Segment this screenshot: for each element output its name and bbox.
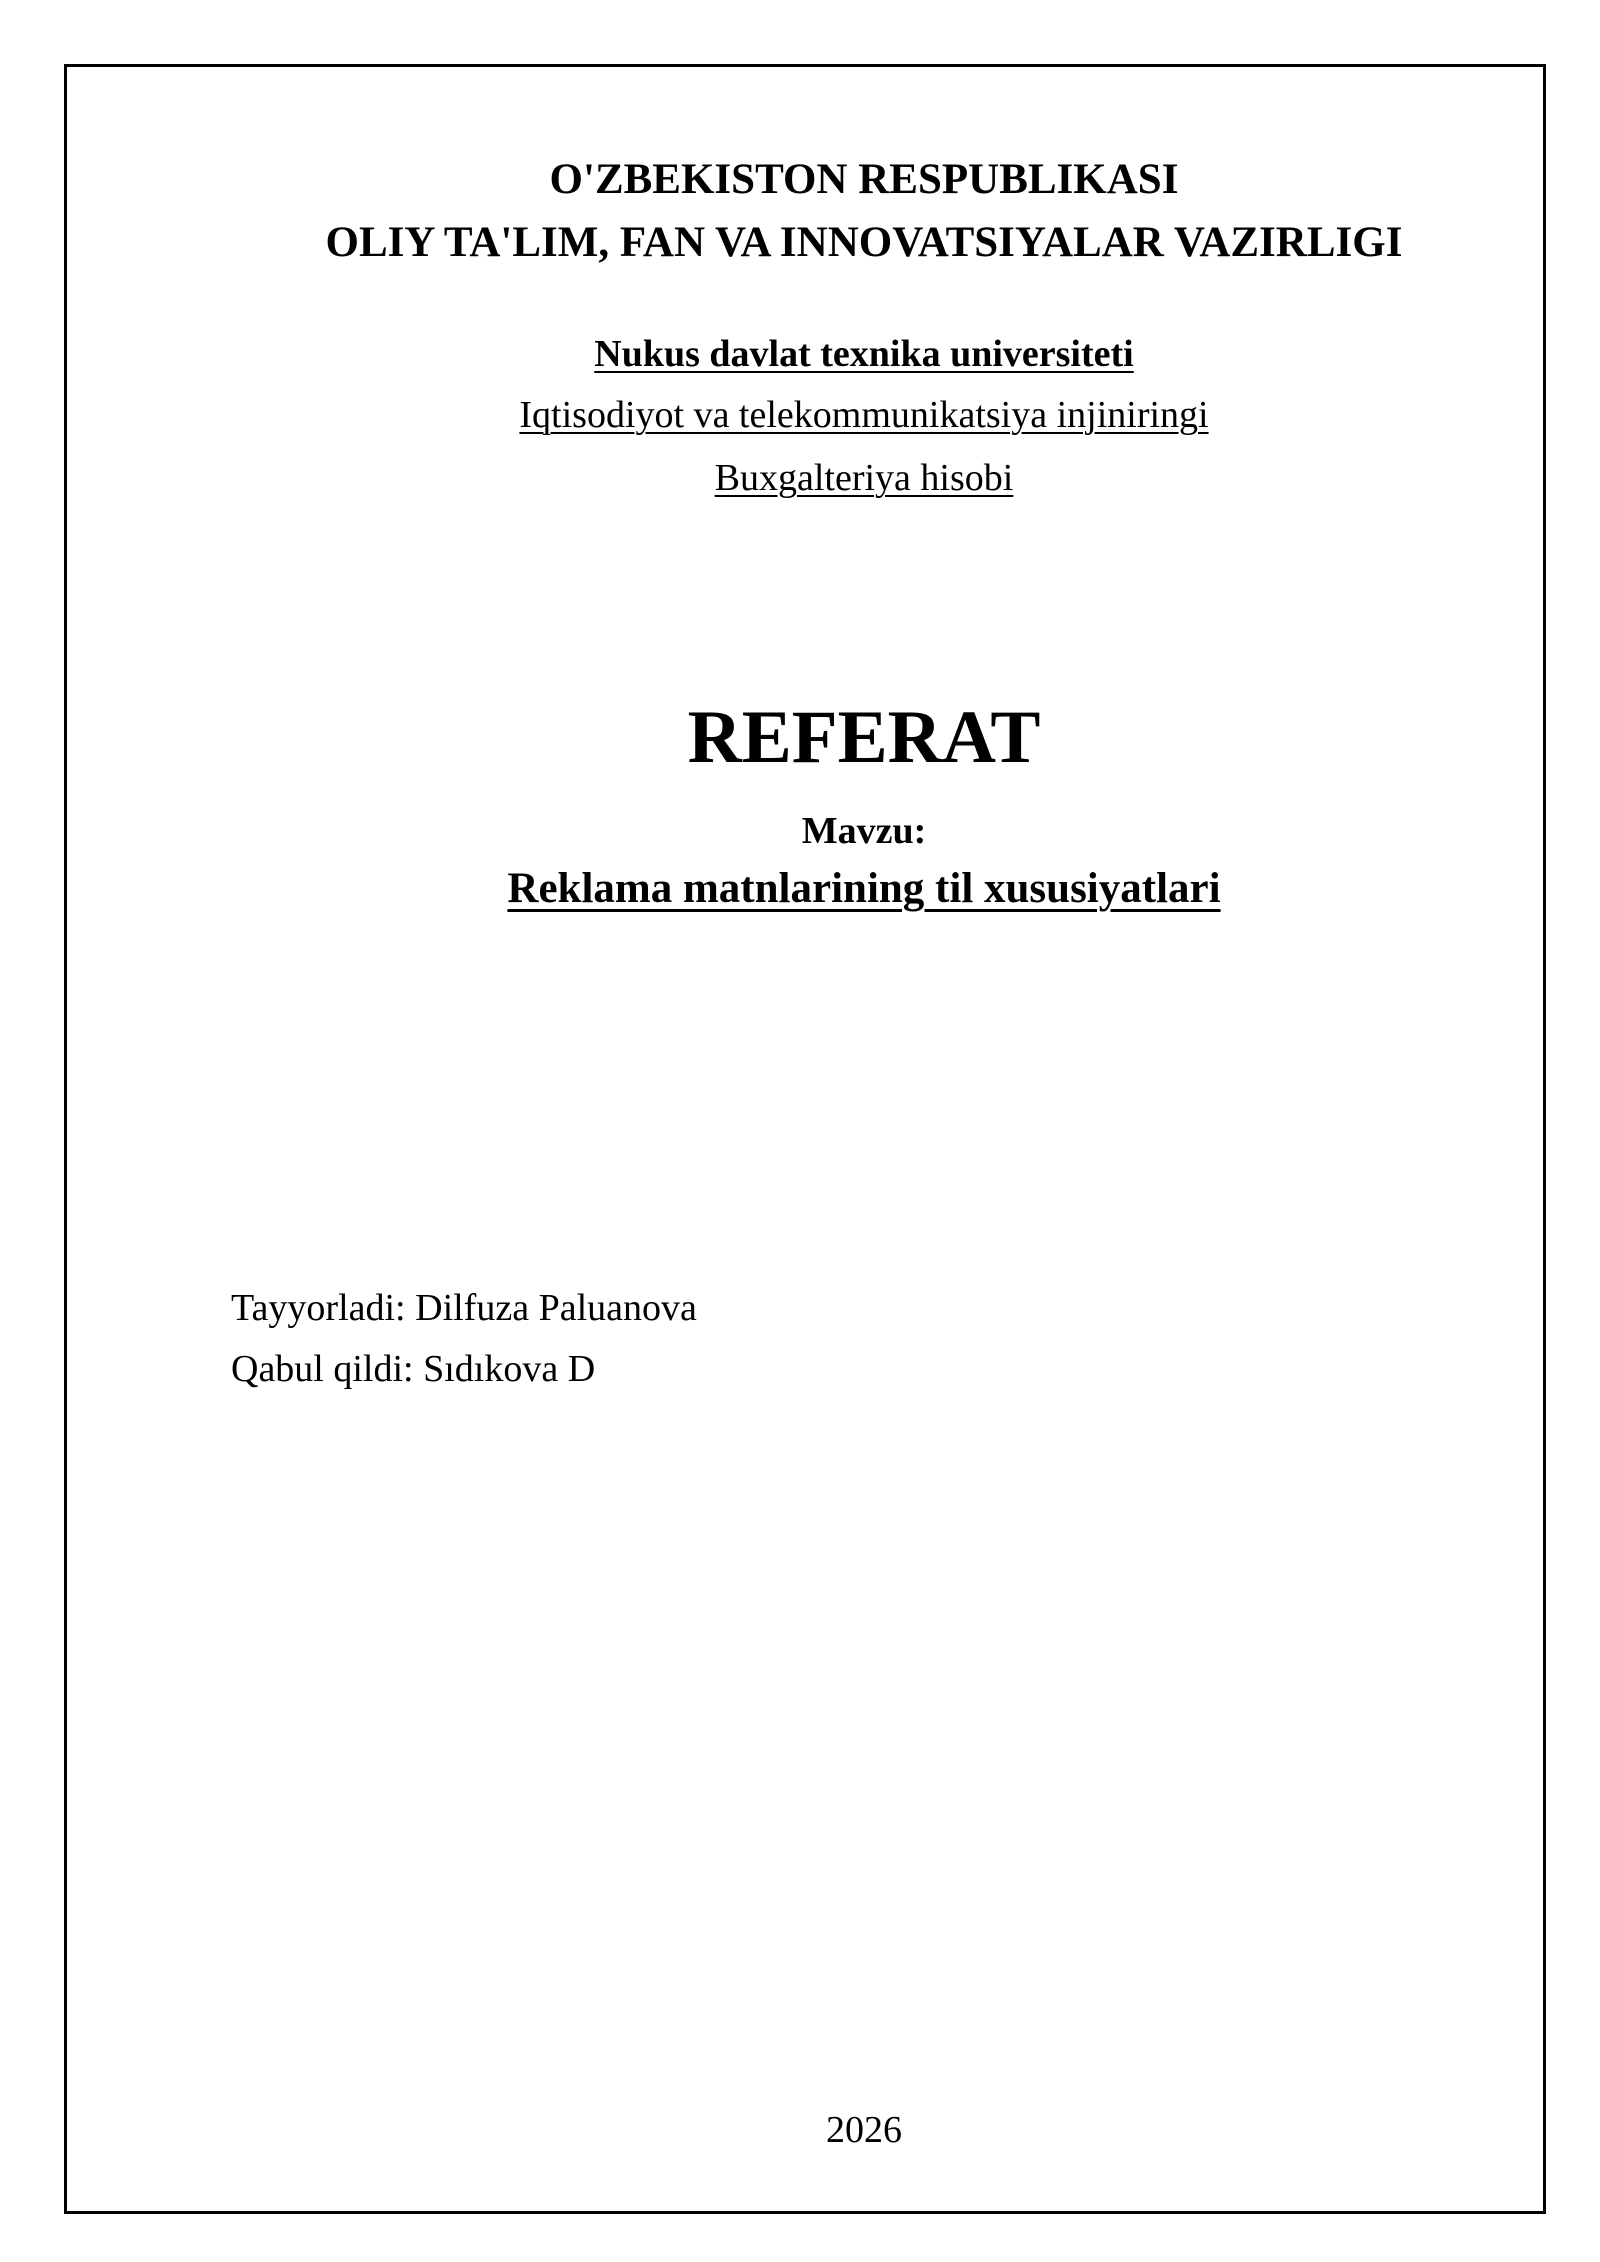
topic-title: Reklama matnlarining til xususiyatlari [507, 865, 1221, 912]
university-line [231, 332, 1497, 378]
header-republic: O'ZBEKISTON RESPUBLIKASI [549, 156, 1179, 203]
accepted-by-name: Sıdıkova D [423, 1348, 596, 1390]
department-name: Buxgalteriya hisobi [714, 457, 1014, 499]
university-name: Nukus davlat texnika universiteti [594, 333, 1134, 375]
faculty-line [231, 393, 1497, 439]
department-line [231, 456, 1497, 502]
prepared-by-label: Tayyorladi: [231, 1287, 406, 1329]
prepared-by [231, 1286, 1497, 1332]
accepted-by [231, 1347, 1497, 1393]
document-title: REFERAT [687, 696, 1041, 779]
page-border [64, 64, 1546, 2214]
topic-label: Mavzu: [801, 810, 927, 852]
faculty-name: Iqtisodiyot va telekommunikatsiya injiniringi [519, 394, 1209, 436]
prepared-by-name: Dilfuza Paluanova [415, 1287, 697, 1329]
accepted-by-label: Qabul qildi: [231, 1348, 414, 1390]
year: 2026 [826, 2109, 902, 2151]
topic-line [231, 863, 1497, 915]
header-ministry: OLIY TA'LIM, FAN VA INNOVATSIYALAR VAZIRLIGI [325, 219, 1403, 266]
